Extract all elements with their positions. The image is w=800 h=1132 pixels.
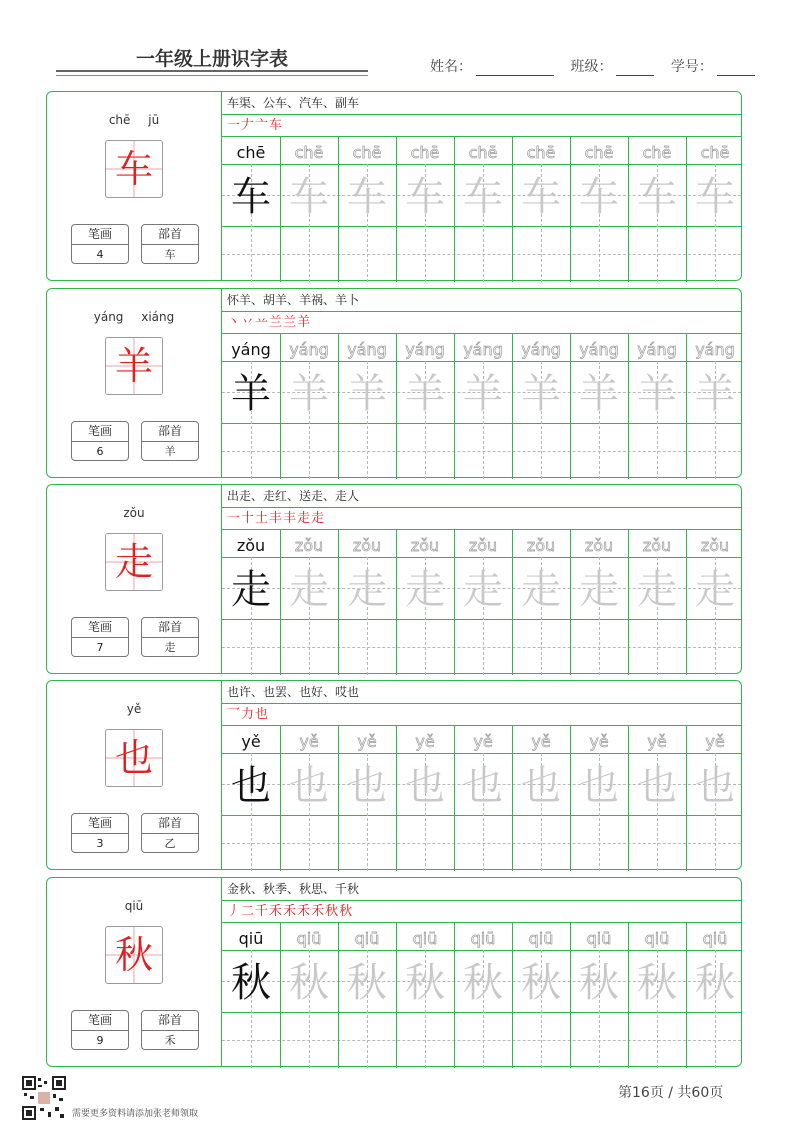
stroke-step: 走 xyxy=(311,511,326,526)
grid-line xyxy=(222,226,741,227)
stroke-count-value: 9 xyxy=(96,1034,104,1047)
char-info-panel xyxy=(47,92,222,280)
stroke-step: 禾 xyxy=(311,904,326,919)
practice-pinyin: zǒu xyxy=(584,536,614,555)
stroke-order xyxy=(227,116,283,136)
example-words: 出走、走红、送走、走人 xyxy=(227,489,360,503)
practice-char: 羊 xyxy=(579,371,619,417)
name-label: 姓名： xyxy=(430,59,472,75)
practice-char: 也 xyxy=(521,763,561,809)
practice-char: 也 xyxy=(405,763,445,809)
student-fields xyxy=(430,56,767,76)
practice-pinyin: qiū xyxy=(412,929,438,948)
qr-code-icon xyxy=(22,1076,66,1120)
stroke-count-value: 3 xyxy=(96,837,104,850)
practice-char: 走 xyxy=(231,567,271,613)
practice-char: 走 xyxy=(405,567,445,613)
practice-pinyin: qiū xyxy=(702,929,728,948)
radical-value: 禾 xyxy=(164,1034,176,1047)
footer-note: 需要更多资料请添加张老师领取 xyxy=(72,1109,199,1119)
stroke-step: 走 xyxy=(297,511,312,526)
practice-pinyin: chē xyxy=(236,143,266,162)
practice-char: 羊 xyxy=(347,371,387,417)
grid-line xyxy=(222,529,741,530)
practice-char: 走 xyxy=(289,567,329,613)
stroke-order xyxy=(227,509,325,529)
grid-line xyxy=(222,922,741,923)
radical-value: 走 xyxy=(164,641,176,654)
practice-char: 也 xyxy=(637,763,677,809)
practice-pinyin: zǒu xyxy=(700,536,730,555)
example-words: 车渠、公车、汽车、副车 xyxy=(227,96,360,110)
grid-guide xyxy=(222,451,741,452)
stroke-step: 禾 xyxy=(269,904,284,919)
char-card xyxy=(46,680,742,870)
stroke-count-box xyxy=(71,421,129,461)
practice-char: 羊 xyxy=(289,371,329,417)
class-field[interactable] xyxy=(616,61,654,76)
char-display-box xyxy=(105,140,163,198)
stroke-step: 羊 xyxy=(297,315,312,330)
practice-pinyin: qiū xyxy=(644,929,670,948)
page-title: 一年级上册识字表 xyxy=(135,48,288,70)
char-display: 走 xyxy=(114,540,153,584)
practice-char: 秋 xyxy=(637,960,677,1006)
practice-pinyin: zǒu xyxy=(468,536,498,555)
grid-line xyxy=(222,900,741,901)
stroke-step: 禾 xyxy=(283,904,298,919)
radical-label: 部首 xyxy=(142,814,198,834)
practice-char: 也 xyxy=(347,763,387,809)
stroke-count-label: 笔画 xyxy=(72,618,128,638)
practice-pinyin: chē xyxy=(352,143,382,162)
char-pinyin: yáng xiáng xyxy=(93,310,175,324)
practice-pinyin: chē xyxy=(700,143,730,162)
practice-char: 走 xyxy=(579,567,619,613)
grid-line xyxy=(222,725,741,726)
grid-line xyxy=(222,311,741,312)
practice-char: 也 xyxy=(231,763,271,809)
char-display: 羊 xyxy=(114,344,153,388)
char-info-panel xyxy=(47,878,222,1066)
practice-pinyin: chē xyxy=(642,143,672,162)
example-words: 怀羊、胡羊、羊祸、羊卜 xyxy=(227,293,360,307)
practice-pinyin: chē xyxy=(410,143,440,162)
radical-label: 部首 xyxy=(142,1011,198,1031)
practice-pinyin: yáng xyxy=(579,340,619,359)
title-rule xyxy=(56,75,368,76)
practice-grid xyxy=(222,92,741,280)
practice-grid xyxy=(222,878,741,1066)
practice-pinyin: yě xyxy=(589,732,609,751)
practice-char: 车 xyxy=(579,174,619,220)
stroke-step: 乛 xyxy=(227,707,242,722)
practice-pinyin: yě xyxy=(705,732,725,751)
number-field[interactable] xyxy=(717,61,755,76)
practice-char: 羊 xyxy=(405,371,445,417)
stroke-step: 兰 xyxy=(283,315,298,330)
practice-pinyin: yě xyxy=(531,732,551,751)
practice-pinyin: yáng xyxy=(289,340,329,359)
stroke-step: 二 xyxy=(241,904,256,919)
grid-guide xyxy=(222,843,741,844)
char-display-box xyxy=(105,729,163,787)
practice-pinyin: yě xyxy=(241,732,261,751)
stroke-step: 丰 xyxy=(283,511,298,526)
practice-char: 羊 xyxy=(695,371,735,417)
practice-char: 也 xyxy=(463,763,503,809)
practice-char: 秋 xyxy=(231,960,271,1006)
stroke-step: 秋 xyxy=(339,904,354,919)
practice-pinyin: yě xyxy=(473,732,493,751)
practice-char: 车 xyxy=(521,174,561,220)
char-display-box xyxy=(105,533,163,591)
char-display: 车 xyxy=(114,147,153,191)
grid-line xyxy=(222,703,741,704)
practice-char: 秋 xyxy=(521,960,561,1006)
practice-char: 秋 xyxy=(463,960,503,1006)
practice-pinyin: yáng xyxy=(521,340,561,359)
practice-pinyin: qiū xyxy=(470,929,496,948)
radical-box xyxy=(141,421,199,461)
stroke-step: 一 xyxy=(227,118,242,133)
char-card xyxy=(46,288,742,478)
practice-char: 车 xyxy=(231,174,271,220)
grid-line xyxy=(222,1012,741,1013)
radical-box xyxy=(141,617,199,657)
char-info-panel xyxy=(47,681,222,869)
stroke-step: 一 xyxy=(227,511,242,526)
radical-value: 羊 xyxy=(164,445,176,458)
practice-pinyin: chē xyxy=(294,143,324,162)
practice-char: 秋 xyxy=(695,960,735,1006)
practice-pinyin: yáng xyxy=(405,340,445,359)
practice-pinyin: yě xyxy=(647,732,667,751)
stroke-step: 千 xyxy=(255,904,270,919)
practice-pinyin: zǒu xyxy=(236,536,266,555)
practice-pinyin: qiū xyxy=(528,929,554,948)
stroke-order xyxy=(227,902,353,922)
grid-line xyxy=(222,557,741,558)
example-words: 金秋、秋季、秋思、千秋 xyxy=(227,882,360,896)
grid-line xyxy=(222,361,741,362)
practice-char: 秋 xyxy=(579,960,619,1006)
practice-char: 秋 xyxy=(347,960,387,1006)
practice-grid xyxy=(222,681,741,869)
practice-char: 走 xyxy=(521,567,561,613)
practice-pinyin: zǒu xyxy=(526,536,556,555)
practice-char: 车 xyxy=(463,174,503,220)
practice-pinyin: zǒu xyxy=(410,536,440,555)
stroke-step: 十 xyxy=(241,511,256,526)
char-info-panel xyxy=(47,485,222,673)
practice-pinyin: yáng xyxy=(695,340,735,359)
practice-char: 车 xyxy=(695,174,735,220)
practice-pinyin: qiū xyxy=(354,929,380,948)
grid-guide xyxy=(222,254,741,255)
practice-pinyin: chē xyxy=(468,143,498,162)
stroke-count-value: 4 xyxy=(96,248,104,261)
radical-value: 乙 xyxy=(164,837,176,850)
radical-box xyxy=(141,813,199,853)
grid-line xyxy=(222,333,741,334)
char-card xyxy=(46,484,742,674)
practice-pinyin: yě xyxy=(299,732,319,751)
grid-line xyxy=(222,507,741,508)
stroke-step: 丰 xyxy=(269,511,284,526)
stroke-step: 丿 xyxy=(227,904,242,919)
grid-line xyxy=(222,114,741,115)
stroke-count-label: 笔画 xyxy=(72,422,128,442)
char-card xyxy=(46,877,742,1067)
stroke-count-label: 笔画 xyxy=(72,1011,128,1031)
grid-line xyxy=(222,619,741,620)
radical-label: 部首 xyxy=(142,422,198,442)
practice-char: 走 xyxy=(637,567,677,613)
grid-line xyxy=(222,753,741,754)
stroke-step: 亠 xyxy=(255,118,270,133)
grid-line xyxy=(222,164,741,165)
practice-pinyin: qiū xyxy=(586,929,612,948)
stroke-step: 土 xyxy=(255,511,270,526)
practice-pinyin: zǒu xyxy=(352,536,382,555)
stroke-count-label: 笔画 xyxy=(72,225,128,245)
practice-grid xyxy=(222,485,741,673)
char-info-panel xyxy=(47,289,222,477)
practice-pinyin: zǒu xyxy=(294,536,324,555)
grid-line xyxy=(222,136,741,137)
practice-pinyin: yáng xyxy=(347,340,387,359)
grid-line xyxy=(222,423,741,424)
practice-char: 也 xyxy=(579,763,619,809)
grid-line xyxy=(222,815,741,816)
stroke-step: 禾 xyxy=(297,904,312,919)
stroke-step: 秋 xyxy=(325,904,340,919)
stroke-step: 车 xyxy=(269,118,284,133)
practice-pinyin: zǒu xyxy=(642,536,672,555)
char-pinyin: yě xyxy=(126,702,142,716)
practice-pinyin: yáng xyxy=(463,340,503,359)
stroke-order xyxy=(227,705,269,725)
char-display: 也 xyxy=(114,736,153,780)
practice-char: 车 xyxy=(637,174,677,220)
practice-pinyin: yáng xyxy=(637,340,677,359)
radical-value: 车 xyxy=(164,248,176,261)
stroke-step: 丶 xyxy=(227,315,242,330)
practice-pinyin: yě xyxy=(357,732,377,751)
practice-char: 羊 xyxy=(521,371,561,417)
practice-grid xyxy=(222,289,741,477)
stroke-count-label: 笔画 xyxy=(72,814,128,834)
stroke-step: 也 xyxy=(255,707,270,722)
stroke-step: 力 xyxy=(241,707,256,722)
stroke-step: 𠂇 xyxy=(241,118,256,133)
radical-label: 部首 xyxy=(142,618,198,638)
practice-pinyin: chē xyxy=(526,143,556,162)
practice-char: 羊 xyxy=(463,371,503,417)
stroke-count-box xyxy=(71,617,129,657)
class-label: 班级： xyxy=(570,59,613,75)
practice-char: 也 xyxy=(695,763,735,809)
practice-char: 走 xyxy=(463,567,503,613)
radical-box xyxy=(141,1010,199,1050)
radical-box xyxy=(141,224,199,264)
grid-guide xyxy=(222,647,741,648)
radical-label: 部首 xyxy=(142,225,198,245)
practice-char: 羊 xyxy=(637,371,677,417)
practice-char: 秋 xyxy=(289,960,329,1006)
number-label: 学号： xyxy=(670,59,713,75)
char-display-box xyxy=(105,926,163,984)
char-pinyin: chē jū xyxy=(108,113,160,127)
practice-pinyin: chē xyxy=(584,143,614,162)
char-display-box xyxy=(105,337,163,395)
practice-char: 车 xyxy=(347,174,387,220)
stroke-count-value: 7 xyxy=(96,641,104,654)
practice-char: 车 xyxy=(289,174,329,220)
stroke-step: 䒑 xyxy=(255,315,270,330)
char-display: 秋 xyxy=(114,933,153,977)
name-field[interactable] xyxy=(476,61,554,76)
practice-char: 羊 xyxy=(231,371,271,417)
char-card xyxy=(46,91,742,281)
practice-char: 秋 xyxy=(405,960,445,1006)
practice-char: 走 xyxy=(347,567,387,613)
practice-pinyin: yě xyxy=(415,732,435,751)
stroke-step: 丷 xyxy=(241,315,256,330)
practice-char: 也 xyxy=(289,763,329,809)
title-rule xyxy=(56,70,368,72)
practice-pinyin: qiū xyxy=(238,929,264,948)
char-pinyin: zǒu xyxy=(123,506,145,520)
grid-guide xyxy=(222,1040,741,1041)
practice-char: 走 xyxy=(695,567,735,613)
stroke-order xyxy=(227,313,311,333)
grid-line xyxy=(222,950,741,951)
stroke-count-box xyxy=(71,224,129,264)
practice-pinyin: yáng xyxy=(231,340,271,359)
practice-char: 车 xyxy=(405,174,445,220)
stroke-count-box xyxy=(71,813,129,853)
stroke-count-value: 6 xyxy=(96,445,104,458)
page-number: 第16页 / 共60页 xyxy=(618,1085,724,1101)
stroke-count-box xyxy=(71,1010,129,1050)
stroke-step: 兰 xyxy=(269,315,284,330)
practice-pinyin: qiū xyxy=(296,929,322,948)
example-words: 也许、也罢、也好、哎也 xyxy=(227,685,360,699)
char-pinyin: qiū xyxy=(124,899,144,913)
